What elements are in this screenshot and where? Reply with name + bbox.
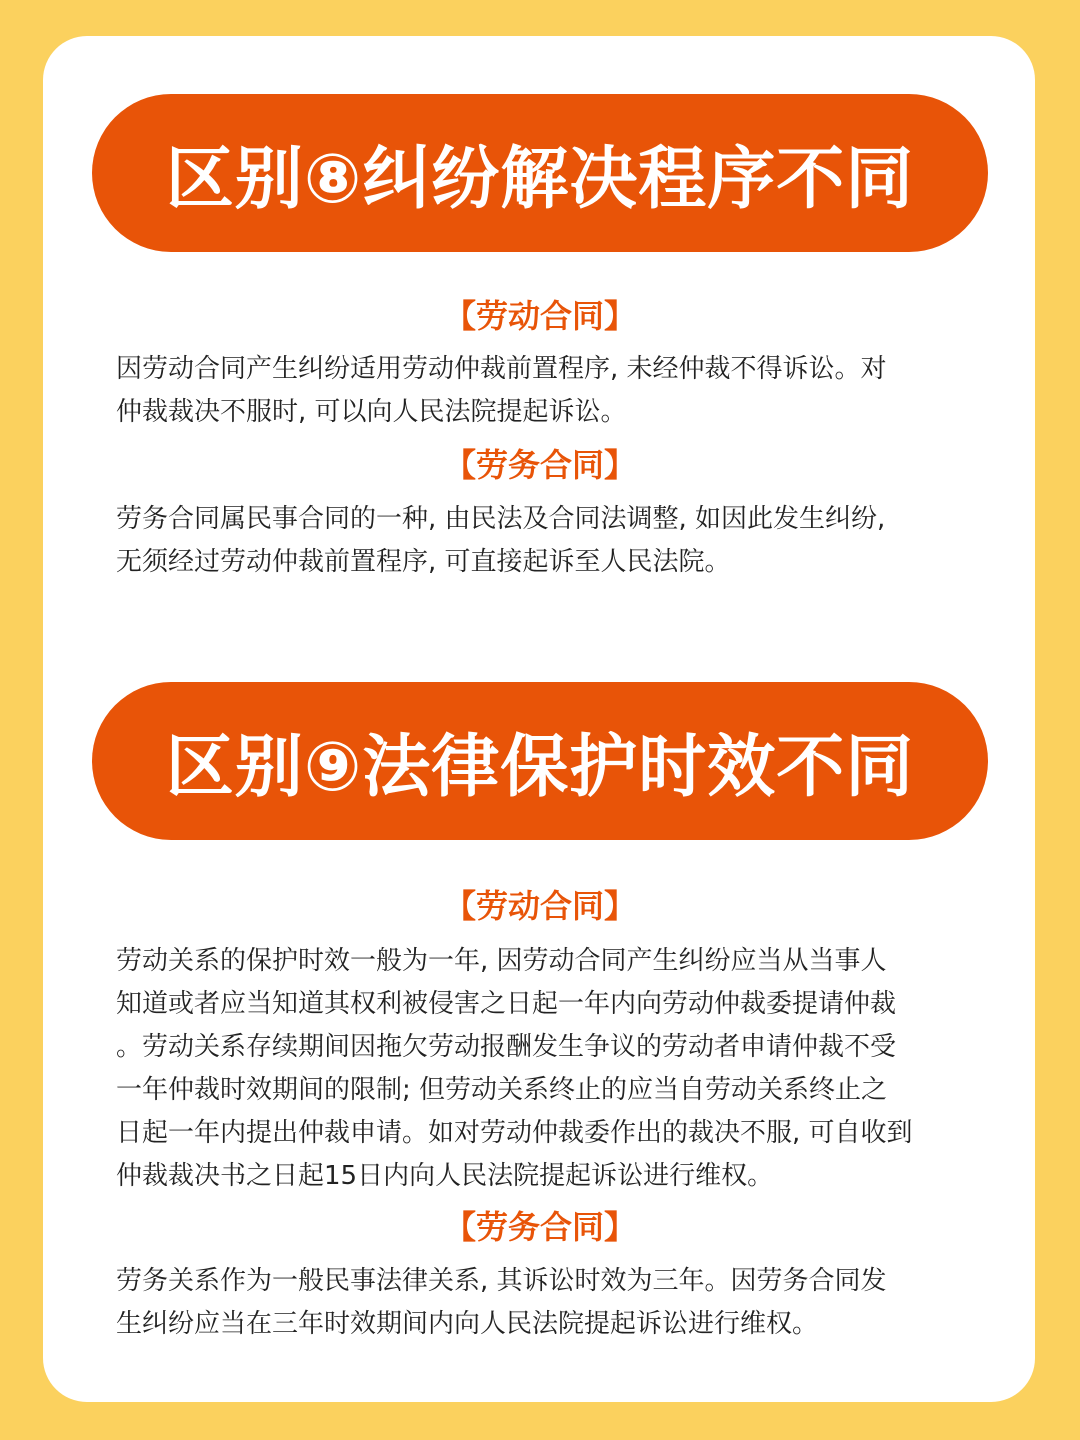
section-9-labor-heading: 【劳动合同】	[443, 887, 636, 925]
section-8-labor-paragraph	[116, 348, 966, 434]
paragraph-line: 知道或者应当知道其权利被侵害之日起一年内向劳动仲裁委提请仲裁	[116, 989, 897, 1019]
section-9-title: 区别⑨法律保护时效不同	[165, 727, 915, 807]
section-8-labor-heading: 【劳动合同】	[443, 297, 636, 335]
section-8-service-heading: 【劳务合同】	[443, 446, 636, 484]
paragraph-line: 无须经过劳动仲裁前置程序, 可直接起诉至人民法院。	[116, 547, 731, 577]
section-9-service-paragraph	[116, 1260, 966, 1346]
paragraph-line: 仲裁裁决书之日起15日内向人民法院提起诉讼进行维权。	[116, 1161, 774, 1191]
section-8-banner	[92, 94, 988, 252]
paragraph-line: 劳动关系的保护时效一般为一年, 因劳动合同产生纠纷应当从当事人	[116, 946, 887, 976]
section-9-labor-paragraph	[116, 940, 966, 1198]
paragraph-line: 劳务关系作为一般民事法律关系, 其诉讼时效为三年。因劳务合同发	[116, 1266, 887, 1296]
paragraph-line: 仲裁裁决不服时, 可以向人民法院提起诉讼。	[116, 397, 627, 427]
paragraph-line: 。劳动关系存续期间因拖欠劳动报酬发生争议的劳动者申请仲裁不受	[116, 1032, 897, 1062]
paragraph-line: 劳务合同属民事合同的一种, 由民法及合同法调整, 如因此发生纠纷,	[116, 504, 886, 534]
section-9-service-heading: 【劳务合同】	[443, 1208, 636, 1246]
paragraph-line: 日起一年内提出仲裁申请。如对劳动仲裁委作出的裁决不服, 可自收到	[116, 1118, 913, 1148]
paragraph-line: 一年仲裁时效期间的限制; 但劳动关系终止的应当自劳动关系终止之	[116, 1075, 888, 1105]
paragraph-line: 因劳动合同产生纠纷适用劳动仲裁前置程序, 未经仲裁不得诉讼。对	[116, 354, 887, 384]
section-9-banner	[92, 682, 988, 840]
section-8-title: 区别⑧纠纷解决程序不同	[165, 139, 915, 219]
section-8-service-paragraph	[116, 498, 966, 584]
paragraph-line: 生纠纷应当在三年时效期间内向人民法院提起诉讼进行维权。	[116, 1309, 819, 1339]
